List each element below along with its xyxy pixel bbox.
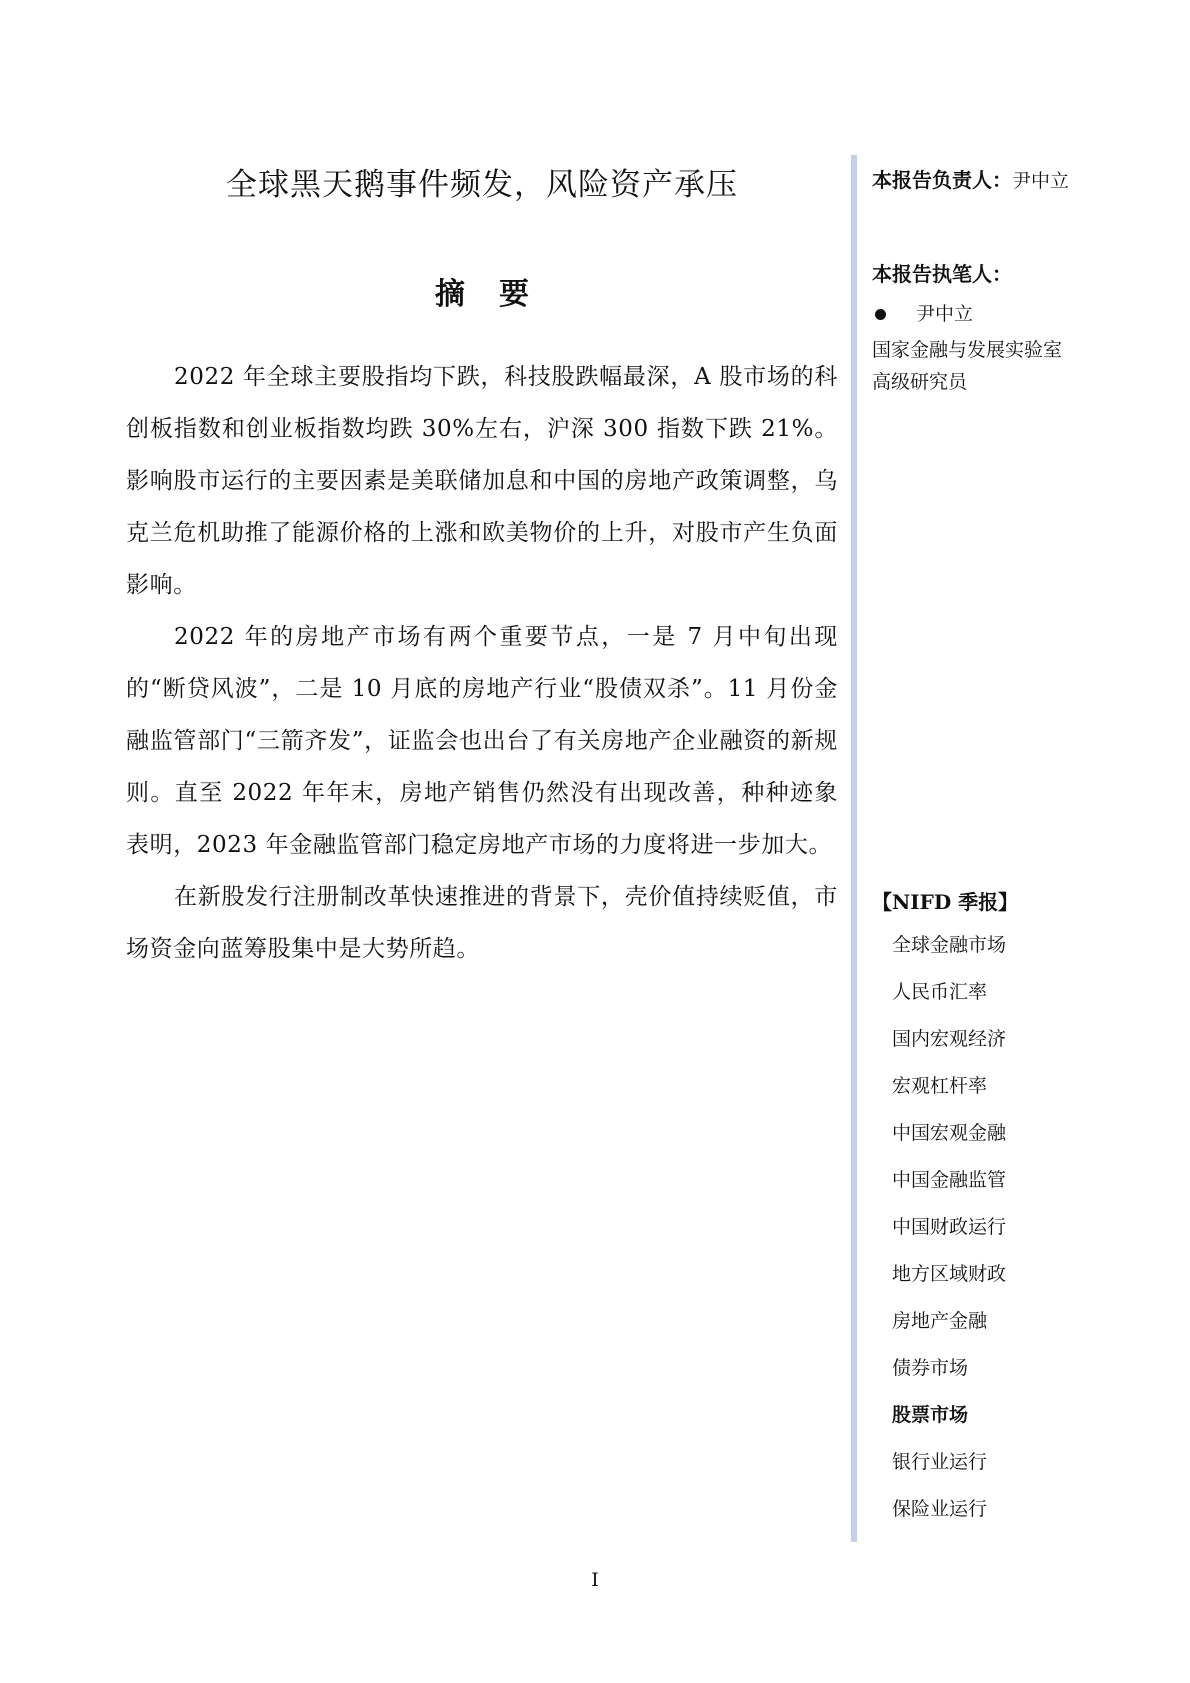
series-item: 人民币汇率 <box>892 981 988 1003</box>
series-item: 股票市场 <box>892 1404 969 1426</box>
abstract-paragraph-2: 2022 年的房地产市场有两个重要节点，一是 7 月中旬出现的“断贷风波”，二是 10 月底的房地产行业“股债双杀”。11 月份金融监管部门“三箭齐发”，证监会也出台了有关房地产企业融资的新规则。直至 2022 年年末，房地产销售仍然没有出现改善，种种迹象表明，2023 年金融监管部门稳定房地产市场的力度将进一步加大。 <box>126 624 838 858</box>
series-item: 宏观杠杆率 <box>892 1075 988 1097</box>
series-item: 房地产金融 <box>892 1310 988 1332</box>
series-item: 中国金融监管 <box>892 1169 1007 1191</box>
sidebar <box>872 160 1172 1520</box>
affiliation-line-1: 国家金融与发展实验室 <box>872 339 1063 361</box>
series-item: 债券市场 <box>892 1357 969 1379</box>
writer-row <box>872 294 1172 334</box>
responsible-row <box>872 160 1172 200</box>
report-title: 全球黑天鹅事件频发，风险资产承压 <box>226 167 738 203</box>
series-block <box>872 882 1172 1533</box>
sidebar-divider <box>851 155 857 1542</box>
bullet-icon <box>875 309 886 320</box>
series-item: 中国财政运行 <box>892 1216 1007 1238</box>
series-item: 中国宏观金融 <box>892 1122 1007 1144</box>
abstract-paragraph-3: 在新股发行注册制改革快速推进的背景下，壳价值持续贬值，市场资金向蓝筹股集中是大势所趋。 <box>126 884 838 962</box>
series-item: 国内宏观经济 <box>892 1028 1007 1050</box>
writers-label: 本报告执笔人： <box>872 262 1012 286</box>
responsible-label: 本报告负责人： <box>872 168 1012 192</box>
series-item: 全球金融市场 <box>892 934 1007 956</box>
series-item: 保险业运行 <box>892 1498 988 1520</box>
abstract-heading: 摘要 <box>435 277 563 312</box>
abstract-paragraph-1: 2022 年全球主要股指均下跌，科技股跌幅最深，A 股市场的科创板指数和创业板指数均跌 30%左右，沪深 300 指数下跌 21%。影响股市运行的主要因素是美联储加息和中国的房地产政策调整，乌克兰危机助推了能源价格的上涨和欧美物价的上升，对股市产生负面影响。 <box>126 364 838 598</box>
abstract-body <box>126 351 838 975</box>
page-number: I <box>591 1569 599 1591</box>
affiliation-line-2: 高级研究员 <box>872 371 968 393</box>
series-list <box>872 922 1172 1533</box>
responsible-name: 尹中立 <box>1012 170 1070 192</box>
series-item: 银行业运行 <box>892 1451 988 1473</box>
writer-name: 尹中立 <box>916 303 974 325</box>
series-heading: 【NIFD 季报】 <box>872 890 1019 914</box>
main-column <box>126 150 838 975</box>
series-item: 地方区域财政 <box>892 1263 1007 1285</box>
